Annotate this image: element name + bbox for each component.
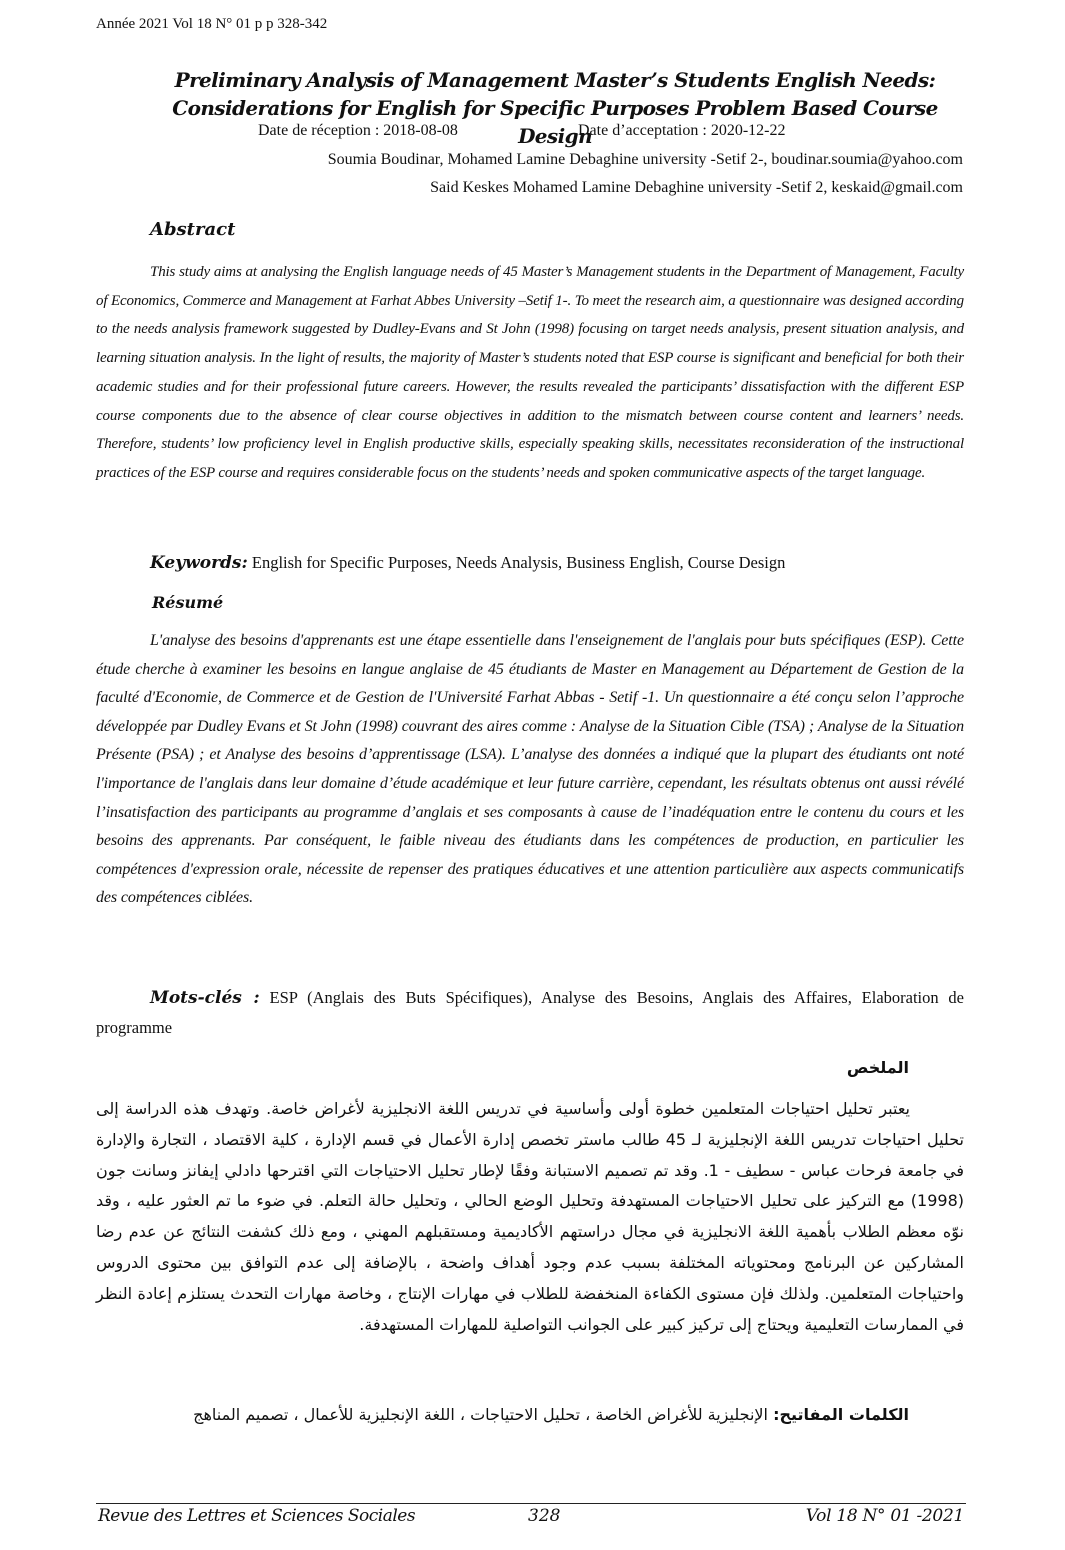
article-dates	[258, 122, 786, 140]
date-reception: Date de réception : 2018-08-08	[258, 122, 458, 139]
resume-body: L'analyse des besoins d'apprenants est une étape essentielle dans l'enseignement de l'anglais pour buts spécifiques (ESP). Cette étude cherche à examiner les besoins en langue anglaise de 45 étudiants de Master en Management au Département de Gestion de la faculté d'Economie, de Commerce et de Gestion de l'Université Farhat Abbas - Setif -1. Un questionnaire a été conçu selon l’approche développée par Dudley Evans et St John (1998) couvrant des aires comme : Analyse de la Situation Cible (TSA) ; Analyse de la Situation Présente (PSA) ; et Analyse des besoins d’apprentissage (LSA). L’analyse des données a indiqué que la plupart des étudiants ont noté l'importance de l'anglais dans leur domaine d’étude académique et leur future carrière, cependant, les résultats obtenus ont aussi révélé l’insatisfaction des participants au programme d’anglais et ses composants à cause de l’inadéquation entre le contenu du cours et les besoins des apprenants. Par conséquent, le faible niveau des étudiants dans les compétences de production, en particulier les compétences d'expression orale, nécessite de repenser des pratiques éducatives et une attention particulière aux aspects communicatifs des compétences ciblées.	[96, 632, 964, 907]
journal-reference-header: Année 2021 Vol 18 N° 01 p p 328-342	[96, 16, 328, 32]
arabic-abstract-body: يعتبر تحليل احتياجات المتعلمين خطوة أولى وأساسية في تدريس اللغة الانجليزية لأغراض خاصة. وتهدف هذه الدراسة إلى تحليل احتياجات تدريس اللغة الإنجليزية لـ 45 طالب ماستر تخصص إدارة الأعمال في قسم الإدارة ، كلية الاقتصاد ، التجارة والإدارة في جامعة فرحات عباس - سطيف - 1. وقد تم تصميم الاستبانة وفقًا لإطار تحليل الاحتياجات التي اقترحها دادلي إيفانز وسانت جون (1998) مع التركيز على تحليل الاحتياجات المستهدفة وتحليل الوضع الحالي ، وتحليل حالة التعلم. في ضوء ما تم العثور عليه ، وقد نوّه معظم الطلاب بأهمية اللغة الانجليزية في مجال دراستهم الأكاديمية ومستقبلهم المهني ، ومع ذلك كشفت النتائج عن عدم رضا المشاركين عن البرنامج ومحتوياته المختلفة بسبب عدم وجود أهداف واضحة ، بالإضافة إلى عدم التوافق بين محتوى الدروس واحتياجات المتعلمين. ولذلك فإن مستوى الكفاءة المنخفضة للطلاب في مهارات الإنتاج ، وخاصة مهارات التحدث يستلزم إعادة النظر في الممارسات التعليمية ويحتاج إلى تركيز كبير على الجوانب التواصلية للمهارات المستهدفة.	[96, 1099, 964, 1334]
mots-cles-list: ESP (Anglais des Buts Spécifiques), Analyse des Besoins, Anglais des Affaires, Elaboration de programme	[96, 988, 964, 1037]
footer-page-number: 328	[528, 1506, 561, 1526]
keywords-line	[150, 553, 785, 573]
author-line-2: Said Keskes Mohamed Lamine Debaghine university -Setif 2, keskaid@gmail.com	[430, 179, 963, 196]
mots-cles-label: Mots-clés :	[150, 988, 260, 1008]
arabic-abstract-heading: الملخص	[846, 1058, 909, 1077]
footer-volume: Vol 18 N° 01 -2021	[805, 1506, 964, 1526]
date-acceptation: Date d’acceptation : 2020-12-22	[578, 122, 786, 139]
mots-cles-line	[96, 983, 964, 1042]
arabic-keywords-list: الإنجليزية للأغراض الخاصة ، تحليل الاحتياجات ، اللغة الإنجليزية للأعمال ، تصميم المناهج	[193, 1405, 774, 1424]
footer-divider	[96, 1503, 966, 1504]
article-title: Preliminary Analysis of Management Master’s Students English Needs: Considerations for English for Specific Purposes Problem Based Course Design	[172, 68, 938, 148]
keywords-label: Keywords:	[150, 553, 248, 573]
arabic-keywords-label: الكلمات المفاتيح:	[773, 1405, 909, 1424]
abstract-body: This study aims at analysing the English language needs of 45 Master’s Management students in the Department of Management, Faculty of Economics, Commerce and Management at Farhat Abbes University –Setif 1-. To meet the research aim, a questionnaire was designed according to the needs analysis framework suggested by Dudley-Evans and St John (1998) focusing on target needs analysis, present situation analysis, and learning situation analysis. In the light of results, the majority of Master’s students noted that ESP course is significant and beneficial for both their academic studies and for their professional future careers. However, the results revealed the participants’ dissatisfaction with the different ESP course components due to the absence of clear course objectives in addition to the mismatch between course content and learners’ needs. Therefore, students’ low proficiency level in English productive skills, especially speaking skills, necessitates reconsideration of the instructional practices of the ESP course and requires considerable focus on the students’ needs and spoken communicative aspects of the target language.	[96, 264, 964, 481]
footer-journal-name: Revue des Lettres et Sciences Sociales	[98, 1506, 416, 1526]
author-line-1: Soumia Boudinar, Mohamed Lamine Debaghine university -Setif 2-, boudinar.soumia@yahoo.com	[327, 151, 963, 168]
abstract-heading: Abstract	[150, 219, 236, 240]
keywords-list: English for Specific Purposes, Needs Analysis, Business English, Course Design	[247, 553, 786, 572]
resume-heading: Résumé	[152, 593, 224, 612]
page-footer	[96, 1506, 964, 1530]
arabic-keywords-line	[193, 1405, 909, 1424]
